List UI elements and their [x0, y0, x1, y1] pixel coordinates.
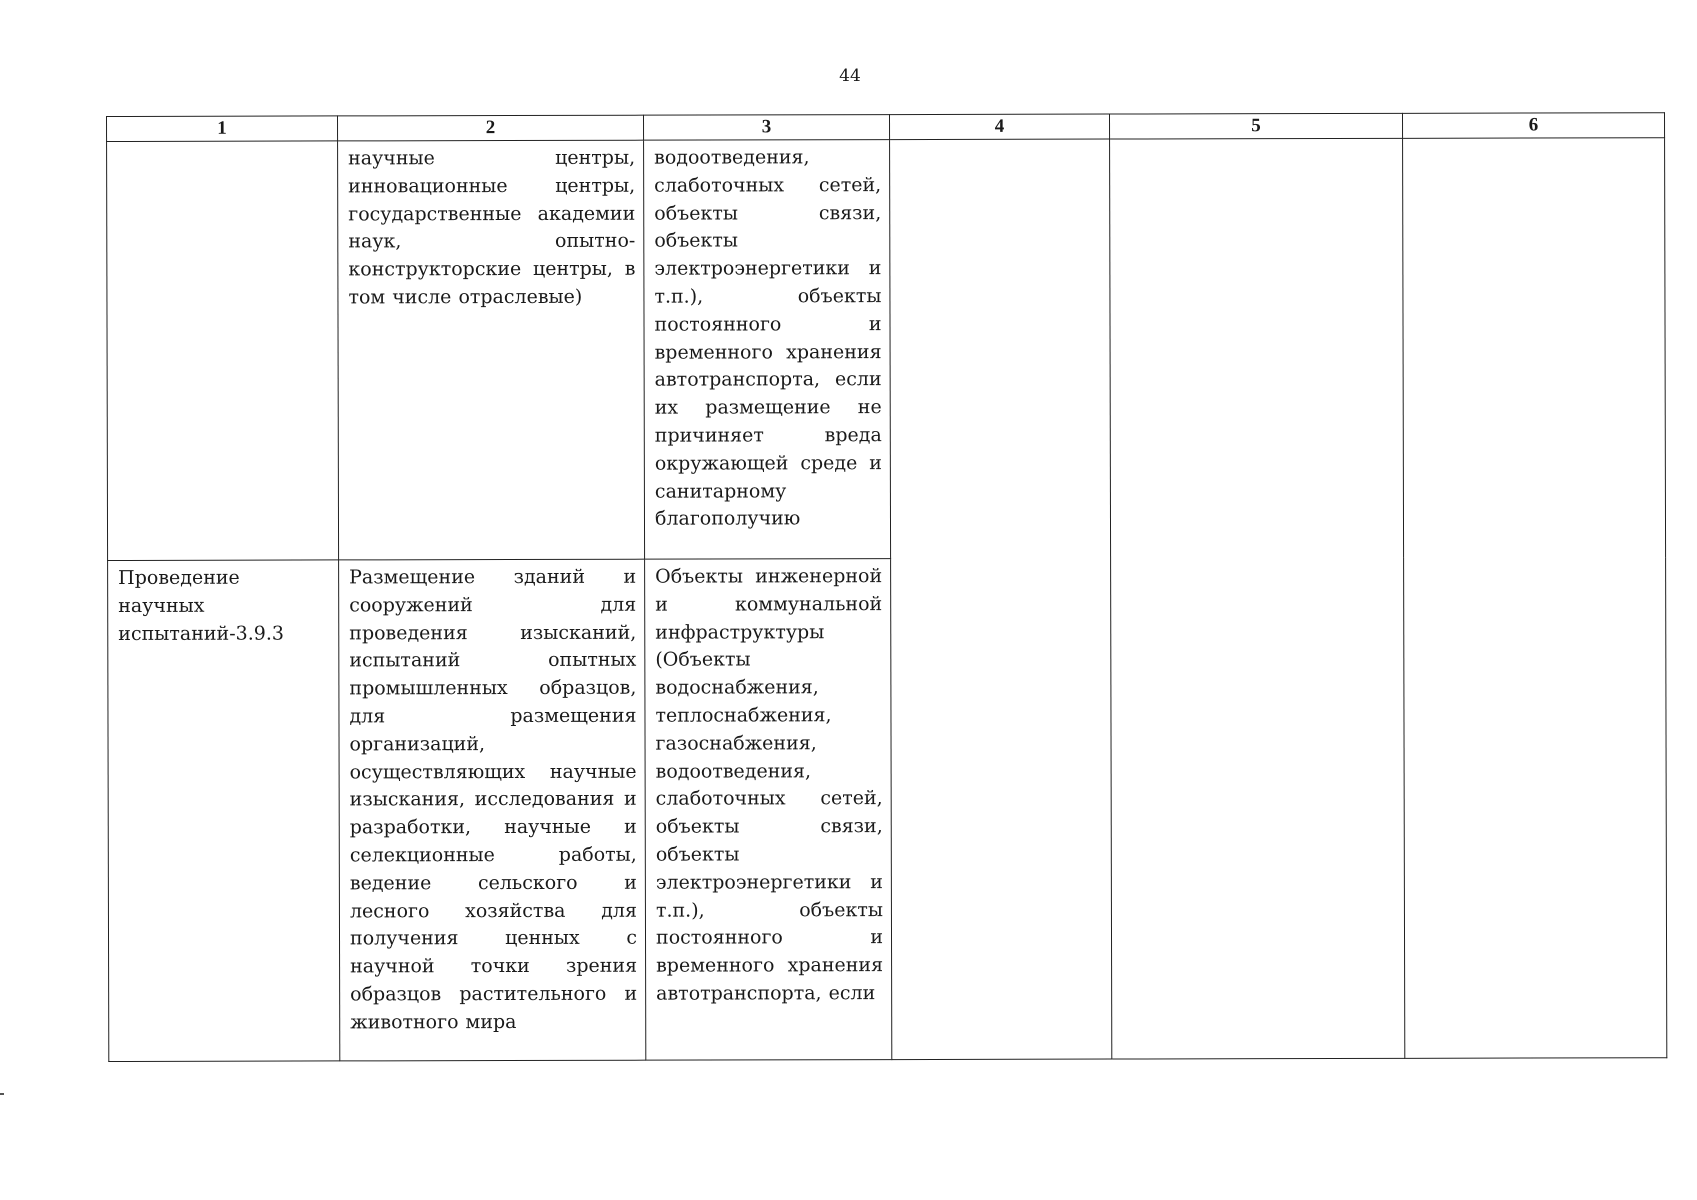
table-cell-land-use-type — [107, 141, 339, 561]
page-number: 44 — [839, 66, 861, 86]
cell-text — [890, 140, 1109, 145]
table-cell-col4 — [890, 139, 1112, 1060]
cell-text: Размещение зданий и сооружений для проведения изысканий, испытаний опытных промышленных образцов, для размещения организаций, осуществляющих научные изыскания, исследования и разработки, научные и селекционные работы, ведение сельского и лесного хозяйства для получения ценных с научной точки зрения образцов растительного и животного мира — [349, 565, 638, 1034]
table-cell-auxiliary-uses — [644, 140, 891, 560]
table-row — [107, 138, 1666, 561]
table-cell-auxiliary-uses — [645, 559, 892, 1061]
table-header-row — [107, 113, 1665, 142]
cell-text: Проведение научных испытаний-3.9.3 — [118, 566, 284, 645]
cell-text — [1403, 138, 1664, 143]
column-header-2: 2 — [338, 115, 644, 141]
table-cell-description — [338, 140, 645, 560]
table-cell-description — [339, 559, 646, 1061]
table-cell-col6 — [1403, 138, 1667, 1059]
table-cell-land-use-type — [108, 560, 340, 1062]
cell-text: Объекты инженерной и коммунальной инфраструктуры (Объекты водоснабжения, теплоснабжения, газоснабжения, водоотведения, слаботочных сетей, объекты связи, объекты электроэнергетики и т.п.), объекты постоянного и временного хранения автотранспорта, если — [655, 565, 884, 1005]
table-cell-col5 — [1110, 138, 1405, 1059]
column-header-6: 6 — [1402, 113, 1664, 139]
cell-text — [107, 141, 337, 146]
cell-text: научные центры, инновационные центры, государственные академии наук, опытно-конструкторские центры, в том числе отраслевые) — [348, 146, 636, 309]
column-header-5: 5 — [1109, 113, 1402, 139]
column-header-4: 4 — [889, 114, 1109, 140]
cell-text — [1110, 139, 1402, 144]
column-header-3: 3 — [643, 115, 889, 141]
column-header-1: 1 — [107, 116, 338, 142]
land-use-table — [106, 112, 1667, 1062]
cell-text: водоотведения, слаботочных сетей, объекты связи, объекты электроэнергетики и т.п.), объекты постоянного и временного хранения автотранспорта, если их размещение не причиняет вреда окружающей среде и санитарному благополучию — [654, 146, 882, 531]
scan-artifact-mark — [0, 1093, 4, 1095]
